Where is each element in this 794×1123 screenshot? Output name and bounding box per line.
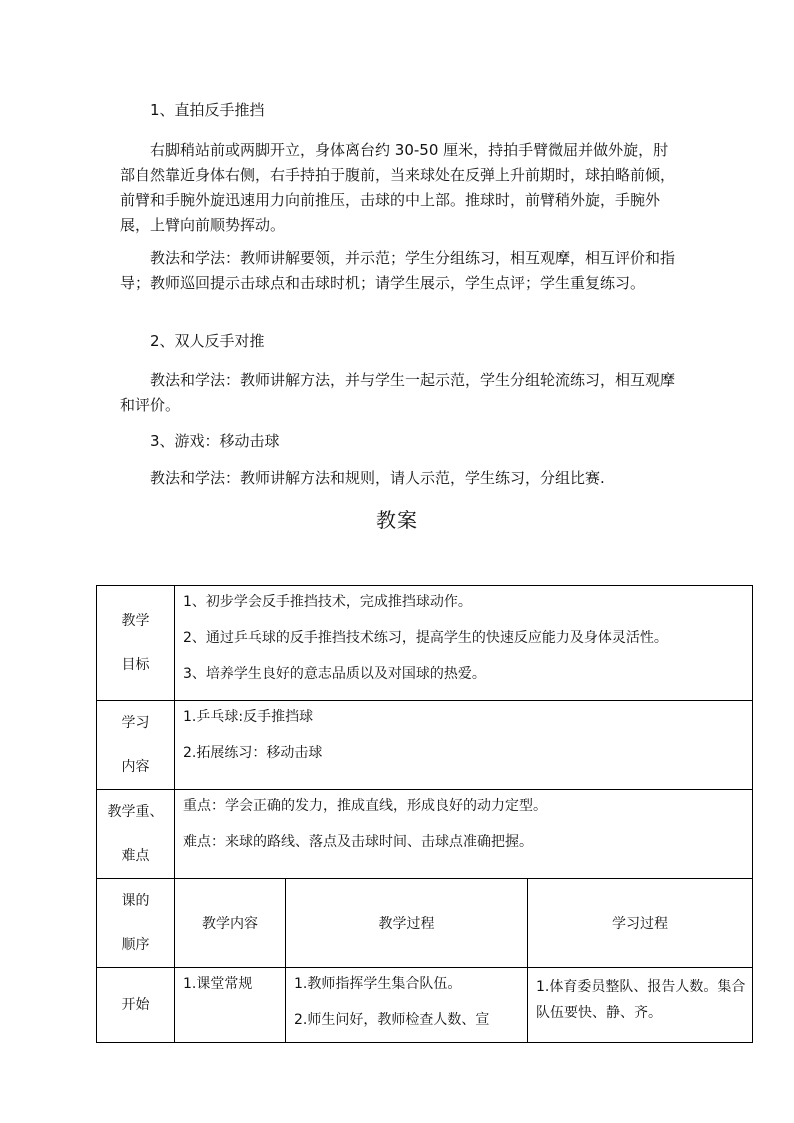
start-learning-cell <box>528 968 753 1043</box>
content-cell <box>175 701 753 790</box>
section2-method-text: 教法和学法：教师讲解方法，并与学生一起示范，学生分组轮流练习，相互观摩和评价。 <box>120 371 676 414</box>
section1-method-text: 教法和学法：教师讲解要领，并示范；学生分组练习，相互观摩，相互评价和指导；教师巡回提示击球点和击球时机；请学生展示，学生点评；学生重复练习。 <box>120 249 676 292</box>
content-label <box>97 701 175 790</box>
section2-heading: 2、双人反手对推 <box>150 332 265 350</box>
keypoints-label <box>97 790 175 879</box>
teaching-process-header: 教学过程 <box>286 879 528 968</box>
goals-label <box>97 586 175 701</box>
start-teaching-item: 1.教师指挥学生集合队伍。 <box>294 976 462 992</box>
goal-item: 1、初步学会反手推挡技术，完成推挡球动作。 <box>183 594 472 610</box>
content-item: 2.拓展练习：移动击球 <box>183 745 323 761</box>
goals-cell <box>175 586 753 701</box>
goal-item: 3、培养学生良好的意志品质以及对国球的热爱。 <box>183 666 486 682</box>
section1-heading: 1、直拍反手推挡 <box>150 101 265 119</box>
start-content-cell <box>175 968 286 1043</box>
column-header-row <box>97 879 753 968</box>
content-item: 1.乒乓球:反手推挡球 <box>183 709 314 725</box>
goals-row <box>97 586 753 701</box>
order-header <box>97 879 175 968</box>
goals-label-line2: 目标 <box>121 657 150 673</box>
section1-technique-text: 右脚稍站前或两脚开立，身体离台约 30-50 厘米，持拍手臂微屈并做外旋，肘部自然靠近身体右侧，右手持拍于腹前，当来球处在反弹上升前期时，球拍略前倾，前臂和手腕外旋迅速用力向前推压，击球的中上部。推球时，前臂稍外旋，手腕外展，上臂向前顺势挥动。 <box>120 141 676 234</box>
content-row <box>97 701 753 790</box>
content-header: 教学内容 <box>175 879 286 968</box>
section3-heading: 3、游戏：移动击球 <box>150 432 280 450</box>
section3-method-text: 教法和学法：教师讲解方法和规则，请人示范，学生练习，分组比赛. <box>150 469 605 487</box>
lesson-plan-table <box>96 585 753 1043</box>
learning-process-header: 学习过程 <box>528 879 753 968</box>
keypoints-label-line2: 难点 <box>121 848 150 864</box>
start-order-cell <box>97 968 175 1043</box>
start-row <box>97 968 753 1043</box>
start-teaching-item: 2.师生问好，教师检查人数、宣 <box>294 1012 490 1028</box>
keypoints-cell <box>175 790 753 879</box>
goal-item: 2、通过乒乓球的反手推挡技术练习，提高学生的快速反应能力及身体灵活性。 <box>183 630 668 646</box>
content-label-line1: 学习 <box>121 715 150 731</box>
start-teaching-cell <box>286 968 528 1043</box>
lesson-plan-title: 教案 <box>376 508 418 532</box>
content-label-line2: 内容 <box>121 759 150 775</box>
keypoint-item: 难点：来球的路线、落点及击球时间、击球点准确把握。 <box>183 834 533 850</box>
order-header-line1: 课的 <box>121 893 150 909</box>
keypoints-row <box>97 790 753 879</box>
start-content-text: 1.课堂常规 <box>183 976 253 992</box>
start-order-label: 开始 <box>121 997 150 1013</box>
keypoint-item: 重点：学会正确的发力，推成直线，形成良好的动力定型。 <box>183 798 547 814</box>
keypoints-label-line1: 教学重、 <box>107 804 164 820</box>
goals-label-line1: 教学 <box>121 613 150 629</box>
start-learning-text: 1.体育委员整队、报告人数。集合队伍要快、静、齐。 <box>536 979 746 1021</box>
order-header-line2: 顺序 <box>121 937 150 953</box>
